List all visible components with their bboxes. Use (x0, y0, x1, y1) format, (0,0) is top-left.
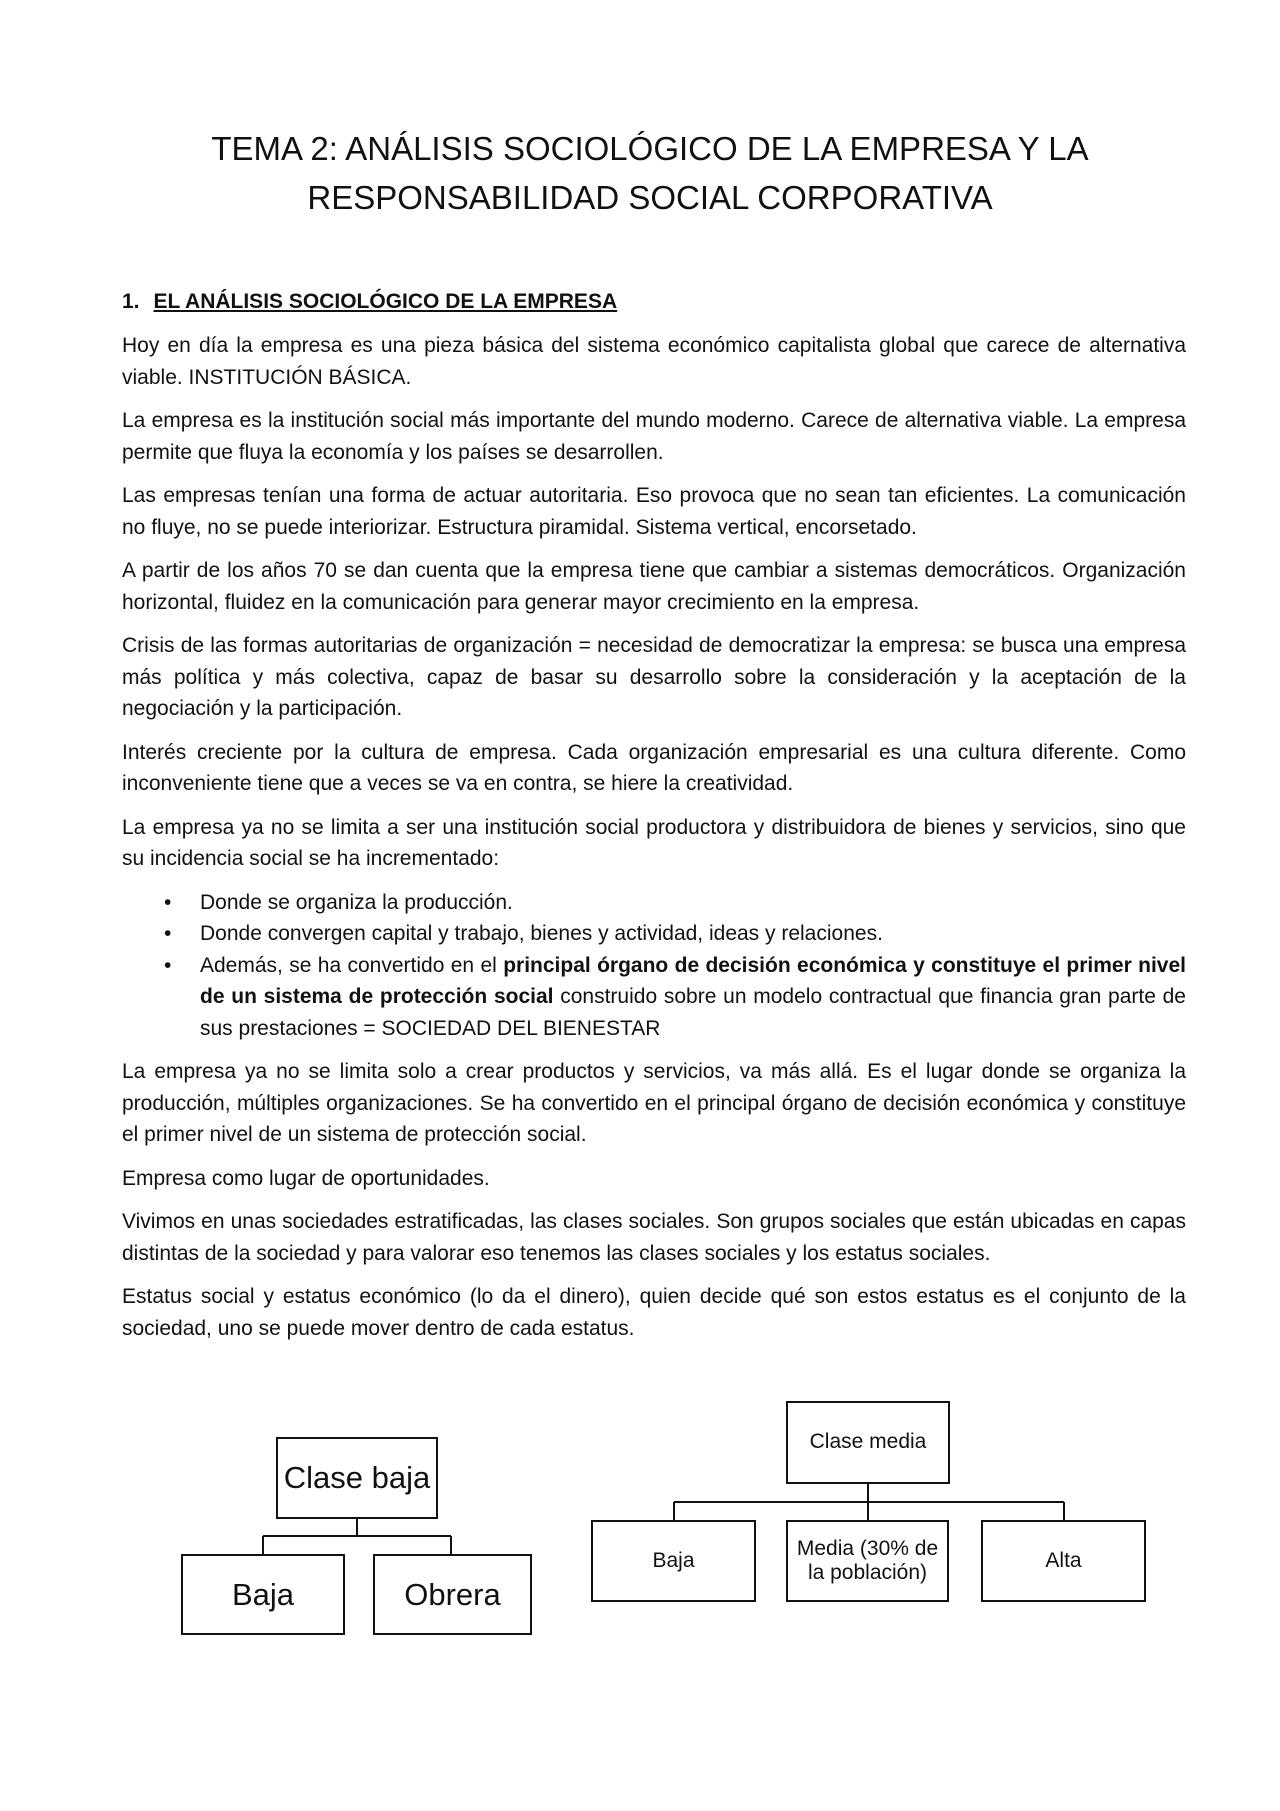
section-number: 1. (122, 290, 140, 313)
diagram-right-child-media (786, 1520, 949, 1602)
paragraph: Empresa como lugar de oportunidades. (122, 1166, 490, 1190)
paragraph: Interés creciente por la cultura de empresa. Cada organización empresarial es una cultura diferente. Como inconveniente tiene que a veces se va en contra, se hiere la creatividad. (122, 740, 1186, 795)
list-item-text-prefix: Además, se ha convertido en el (200, 953, 504, 977)
diagram-left-child-obrera (373, 1554, 532, 1635)
diagram-left-root (276, 1437, 438, 1519)
body-text (122, 330, 1186, 1356)
paragraph: Crisis de las formas autoritarias de organización = necesidad de democratizar la empresa: se busca una empresa más política y más colectiva, capaz de basar su desarrollo sobre la consideración y la aceptación de la negociación y la participación. (122, 634, 1186, 720)
diagram-left-child-baja-label: Baja (231, 1576, 295, 1612)
page-title-line-2: RESPONSABILIDAD SOCIAL CORPORATIVA (307, 179, 993, 216)
diagram-right-child-media-label: Media (30% de la población) (796, 1536, 939, 1584)
page-title-line-1: TEMA 2: ANÁLISIS SOCIOLÓGICO DE LA EMPRESA Y LA (211, 130, 1089, 167)
list-item-text-bold: principal órgano de decisión económica y constituye el primer nivel de un sistema de protección social (200, 953, 1186, 1008)
list-item-text-suffix: construido sobre un modelo contractual que financia gran parte de sus prestaciones = SOCIEDAD DEL BIENESTAR (200, 985, 1186, 1040)
section-heading (122, 290, 617, 314)
paragraph: Vivimos en unas sociedades estratificadas, las clases sociales. Son grupos sociales que están ubicadas en capas distintas de la sociedad y para valorar eso tenemos las clases sociales y los estatus sociales. (122, 1210, 1186, 1265)
paragraph: La empresa ya no se limita solo a crear productos y servicios, va más allá. Es el lugar donde se organiza la producción, múltiples organizaciones. Se ha convertido en el principal órgano de decisión económica y constituye el primer nivel de un sistema de protección social. (122, 1060, 1186, 1146)
diagram-left-root-label: Clase baja (283, 1460, 431, 1496)
page-title (120, 124, 1180, 222)
paragraph: Las empresas tenían una forma de actuar autoritaria. Eso provoca que no sean tan eficientes. La comunicación no fluye, no se puede interiorizar. Estructura piramidal. Sistema vertical, encorsetado. (122, 484, 1186, 539)
diagram-right-child-baja-label: Baja (652, 1548, 695, 1572)
list-item-text: Donde convergen capital y trabajo, bienes y actividad, ideas y relaciones. (200, 922, 883, 945)
diagram-left-child-obrera-label: Obrera (404, 1576, 501, 1612)
paragraph: A partir de los años 70 se dan cuenta que la empresa tiene que cambiar a sistemas democráticos. Organización horizontal, fluidez en la comunicación para generar mayor crecimiento en la empresa. (122, 559, 1186, 614)
paragraph: La empresa ya no se limita a ser una institución social productora y distribuidora de bienes y servicios, sino que su incidencia social se ha incrementado: (122, 815, 1186, 870)
diagram-left-child-baja (181, 1554, 345, 1635)
list-item (164, 887, 1186, 919)
diagram-right-root-label: Clase media (809, 1430, 927, 1454)
list-item-text: Donde se organiza la producción. (200, 890, 513, 914)
bullet-list (122, 887, 1186, 1045)
list-item (164, 918, 1186, 950)
diagram-right-root (786, 1401, 950, 1484)
bullet-icon: • (164, 890, 172, 914)
paragraph: La empresa es la institución social más importante del mundo moderno. Carece de alternativa viable. La empresa permite que fluya la economía y los países se desarrollen. (122, 409, 1186, 464)
diagram-right-child-alta (981, 1520, 1146, 1602)
section-heading-text: EL ANÁLISIS SOCIOLÓGICO DE LA EMPRESA (153, 290, 618, 313)
paragraph: Estatus social y estatus económico (lo da el dinero), quien decide qué son estos estatus es el conjunto de la sociedad, uno se puede mover dentro de cada estatus. (122, 1285, 1186, 1340)
bullet-icon: • (164, 953, 172, 977)
paragraph: Hoy en día la empresa es una pieza básica del sistema económico capitalista global que carece de alternativa viable. INSTITUCIÓN BÁSICA. (122, 334, 1186, 389)
list-item (164, 950, 1186, 1045)
bullet-icon: • (164, 922, 172, 945)
diagram-right-child-alta-label: Alta (1045, 1548, 1082, 1572)
diagram-right-child-baja (591, 1520, 756, 1602)
